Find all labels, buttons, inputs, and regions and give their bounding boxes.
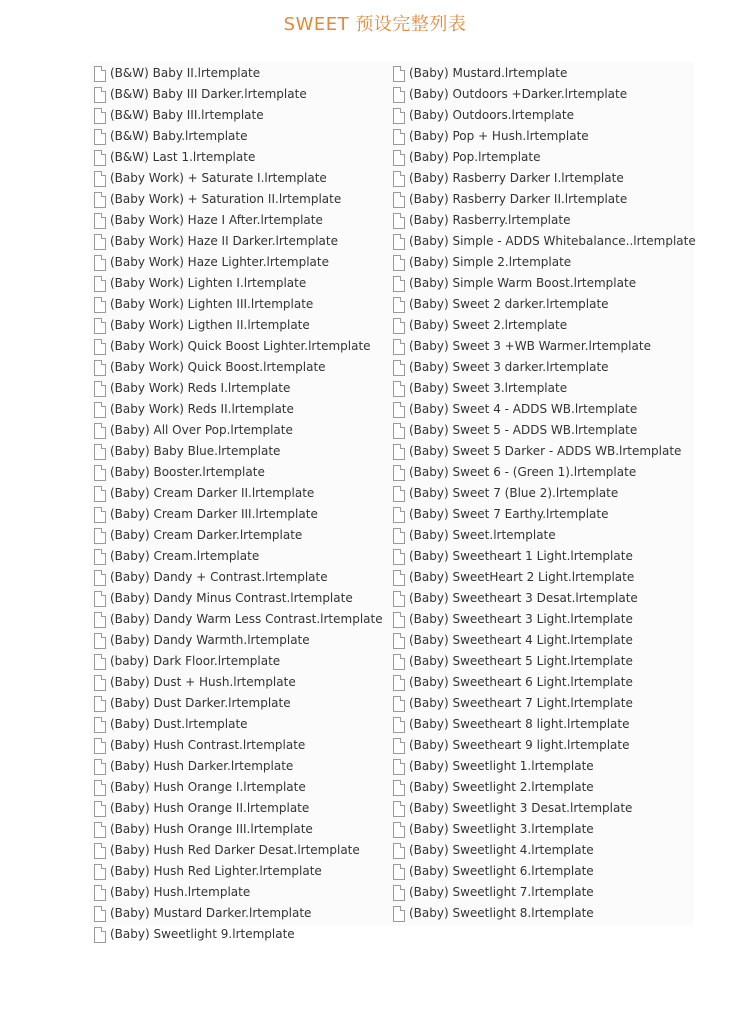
file-name: (Baby) Sweetheart 3 Desat.lrtemplate <box>409 591 638 605</box>
file-list-item[interactable] <box>94 336 383 357</box>
file-name: (Baby) Sweetheart 7 Light.lrtemplate <box>409 696 633 710</box>
document-icon <box>94 717 106 733</box>
file-list-item[interactable] <box>393 336 696 357</box>
file-list-item[interactable] <box>393 231 696 252</box>
file-name: (Baby) Sweetheart 6 Light.lrtemplate <box>409 675 633 689</box>
file-name: (Baby) Dandy Warm Less Contrast.lrtemplate <box>110 612 383 626</box>
file-name: (Baby) Sweetheart 5 Light.lrtemplate <box>409 654 633 668</box>
file-list-item[interactable] <box>94 756 383 777</box>
document-icon <box>393 591 405 607</box>
file-name: (Baby Work) Ligthen II.lrtemplate <box>110 318 310 332</box>
file-list-item[interactable] <box>94 777 383 798</box>
file-name: (Baby) All Over Pop.lrtemplate <box>110 423 293 437</box>
file-list-item[interactable] <box>393 420 696 441</box>
file-list-item[interactable] <box>393 399 696 420</box>
file-name: (Baby) Sweetheart 4 Light.lrtemplate <box>409 633 633 647</box>
file-list-item[interactable] <box>94 231 383 252</box>
document-icon <box>393 801 405 817</box>
file-name: (Baby) Rasberry Darker II.lrtemplate <box>409 192 628 206</box>
file-list-item[interactable] <box>94 693 383 714</box>
file-list-item[interactable] <box>94 819 383 840</box>
document-icon <box>94 66 106 82</box>
document-icon <box>393 654 405 670</box>
file-list-item[interactable] <box>94 84 383 105</box>
file-name: (Baby) Sweet 6 - (Green 1).lrtemplate <box>409 465 637 479</box>
file-list-left-column <box>94 63 383 945</box>
file-list-item[interactable] <box>393 63 696 84</box>
document-icon <box>393 465 405 481</box>
file-list-item[interactable] <box>393 483 696 504</box>
file-list-item[interactable] <box>94 315 383 336</box>
file-name: (Baby) Sweetlight 9.lrtemplate <box>110 927 295 941</box>
document-icon <box>94 801 106 817</box>
document-icon <box>393 360 405 376</box>
file-list-item[interactable] <box>94 672 383 693</box>
document-icon <box>94 906 106 922</box>
file-name: (Baby) Sweet 7 Earthy.lrtemplate <box>409 507 609 521</box>
file-name: (Baby) Rasberry.lrtemplate <box>409 213 571 227</box>
file-name: (Baby) Sweet 7 (Blue 2).lrtemplate <box>409 486 619 500</box>
file-list-item[interactable] <box>393 126 696 147</box>
file-list-item[interactable] <box>393 588 696 609</box>
file-name: (Baby) Sweet 3 darker.lrtemplate <box>409 360 609 374</box>
file-name: (Baby Work) Haze I After.lrtemplate <box>110 213 323 227</box>
document-icon <box>393 486 405 502</box>
file-list-item[interactable] <box>393 546 696 567</box>
file-name: (Baby) Outdoors.lrtemplate <box>409 108 574 122</box>
document-icon <box>393 885 405 901</box>
document-icon <box>94 234 106 250</box>
file-name: (Baby) Baby Blue.lrtemplate <box>110 444 281 458</box>
file-list-item[interactable] <box>393 882 696 903</box>
file-name: (Baby) Simple - ADDS Whitebalance..lrtemplate <box>409 234 696 248</box>
document-icon <box>94 507 106 523</box>
document-icon <box>94 885 106 901</box>
document-icon <box>393 843 405 859</box>
document-icon <box>393 717 405 733</box>
document-icon <box>393 528 405 544</box>
file-name: (Baby) Sweetlight 6.lrtemplate <box>409 864 594 878</box>
document-icon <box>393 213 405 229</box>
document-icon <box>393 738 405 754</box>
file-name: (Baby) Mustard.lrtemplate <box>409 66 568 80</box>
file-list-item[interactable] <box>393 819 696 840</box>
file-list-item[interactable] <box>393 504 696 525</box>
file-name: (Baby) Cream Darker.lrtemplate <box>110 528 303 542</box>
document-icon <box>393 402 405 418</box>
file-name: (B&W) Baby III Darker.lrtemplate <box>110 87 307 101</box>
document-icon <box>393 612 405 628</box>
file-list-item[interactable] <box>393 840 696 861</box>
file-list-item[interactable] <box>393 252 696 273</box>
document-icon <box>393 759 405 775</box>
document-icon <box>94 108 106 124</box>
document-icon <box>393 255 405 271</box>
file-name: (B&W) Last 1.lrtemplate <box>110 150 256 164</box>
file-name: (Baby) Dust.lrtemplate <box>110 717 248 731</box>
document-icon <box>393 66 405 82</box>
document-icon <box>94 87 106 103</box>
document-icon <box>94 696 106 712</box>
document-icon <box>393 675 405 691</box>
document-icon <box>393 444 405 460</box>
file-list-item[interactable] <box>94 357 383 378</box>
file-list-item[interactable] <box>393 147 696 168</box>
file-name: (Baby) Sweet 3.lrtemplate <box>409 381 568 395</box>
file-list-item[interactable] <box>94 378 383 399</box>
document-icon <box>94 738 106 754</box>
file-list-item[interactable] <box>94 630 383 651</box>
file-name: (Baby) Rasberry Darker I.lrtemplate <box>409 171 624 185</box>
file-list-item[interactable] <box>393 777 696 798</box>
file-list-item[interactable] <box>94 609 383 630</box>
document-icon <box>94 192 106 208</box>
file-list-right-column <box>393 63 696 924</box>
document-icon <box>94 276 106 292</box>
file-name: (Baby) Sweetlight 3.lrtemplate <box>409 822 594 836</box>
file-list-item[interactable] <box>94 861 383 882</box>
file-list-item[interactable] <box>94 882 383 903</box>
file-list-item[interactable] <box>94 399 383 420</box>
file-list-item[interactable] <box>393 357 696 378</box>
document-icon <box>393 339 405 355</box>
file-list-item[interactable] <box>94 483 383 504</box>
document-icon <box>393 507 405 523</box>
file-list-item[interactable] <box>393 525 696 546</box>
document-icon <box>393 864 405 880</box>
document-icon <box>393 780 405 796</box>
file-name: (Baby) Hush Red Darker Desat.lrtemplate <box>110 843 360 857</box>
document-icon <box>94 486 106 502</box>
document-icon <box>393 87 405 103</box>
file-list-item[interactable] <box>393 294 696 315</box>
file-name: (Baby) Sweet 4 - ADDS WB.lrtemplate <box>409 402 638 416</box>
file-list-item[interactable] <box>94 273 383 294</box>
document-icon <box>94 360 106 376</box>
file-name: (Baby) Sweet 5 - ADDS WB.lrtemplate <box>409 423 638 437</box>
file-name: (B&W) Baby II.lrtemplate <box>110 66 261 80</box>
document-icon <box>393 297 405 313</box>
file-list-item[interactable] <box>94 63 383 84</box>
document-icon <box>94 675 106 691</box>
document-icon <box>393 549 405 565</box>
file-list-item[interactable] <box>94 588 383 609</box>
file-list-item[interactable] <box>393 84 696 105</box>
file-list-item[interactable] <box>393 735 696 756</box>
document-icon <box>393 171 405 187</box>
file-list-item[interactable] <box>393 714 696 735</box>
file-name: (Baby) Simple Warm Boost.lrtemplate <box>409 276 637 290</box>
file-name: (Baby) Sweet.lrtemplate <box>409 528 556 542</box>
document-icon <box>94 822 106 838</box>
document-icon <box>393 192 405 208</box>
document-icon <box>94 423 106 439</box>
document-icon <box>94 129 106 145</box>
document-icon <box>393 822 405 838</box>
document-icon <box>94 381 106 397</box>
file-name: (Baby) Hush Darker.lrtemplate <box>110 759 294 773</box>
file-list-item[interactable] <box>94 924 383 945</box>
file-list-item[interactable] <box>94 798 383 819</box>
file-name: (Baby) Hush Orange I.lrtemplate <box>110 780 306 794</box>
document-icon <box>393 633 405 649</box>
document-icon <box>393 150 405 166</box>
file-name: (Baby) Sweet 3 +WB Warmer.lrtemplate <box>409 339 651 353</box>
file-list-item[interactable] <box>94 462 383 483</box>
file-list-item[interactable] <box>94 420 383 441</box>
document-icon <box>94 213 106 229</box>
file-name: (Baby) Dandy Minus Contrast.lrtemplate <box>110 591 353 605</box>
file-name: (B&W) Baby.lrtemplate <box>110 129 248 143</box>
file-name: (Baby Work) Quick Boost.lrtemplate <box>110 360 326 374</box>
document-icon <box>94 465 106 481</box>
file-name: (Baby) Pop + Hush.lrtemplate <box>409 129 589 143</box>
file-name: (Baby) Sweetheart 1 Light.lrtemplate <box>409 549 633 563</box>
file-name: (Baby) Sweet 5 Darker - ADDS WB.lrtemplate <box>409 444 682 458</box>
file-list-item[interactable] <box>393 609 696 630</box>
file-name: (Baby) Dandy Warmth.lrtemplate <box>110 633 310 647</box>
file-list-item[interactable] <box>393 273 696 294</box>
document-icon <box>94 759 106 775</box>
document-icon <box>393 423 405 439</box>
page-title: SWEET 预设完整列表 <box>283 14 467 35</box>
file-name: (Baby) Dandy + Contrast.lrtemplate <box>110 570 328 584</box>
file-list-item[interactable] <box>94 294 383 315</box>
document-icon <box>94 171 106 187</box>
file-list-item[interactable] <box>393 567 696 588</box>
document-icon <box>94 339 106 355</box>
document-icon <box>94 864 106 880</box>
file-name: (Baby) Outdoors +Darker.lrtemplate <box>409 87 628 101</box>
file-list-item[interactable] <box>94 735 383 756</box>
file-name: (Baby) Hush Contrast.lrtemplate <box>110 738 306 752</box>
file-list-item[interactable] <box>94 903 383 924</box>
document-icon <box>393 276 405 292</box>
file-name: (Baby Work) Haze II Darker.lrtemplate <box>110 234 338 248</box>
file-list-item[interactable] <box>393 378 696 399</box>
file-name: (Baby) Sweetlight 2.lrtemplate <box>409 780 594 794</box>
file-list-item[interactable] <box>393 189 696 210</box>
file-name: (Baby) Sweetlight 3 Desat.lrtemplate <box>409 801 633 815</box>
document-icon <box>94 444 106 460</box>
file-name: (Baby Work) Haze Lighter.lrtemplate <box>110 255 329 269</box>
file-list-item[interactable] <box>94 105 383 126</box>
file-name: (Baby) Sweetlight 1.lrtemplate <box>409 759 594 773</box>
file-list-item[interactable] <box>94 525 383 546</box>
file-name: (Baby) Dust Darker.lrtemplate <box>110 696 291 710</box>
file-list-item[interactable] <box>94 651 383 672</box>
file-list-item[interactable] <box>94 567 383 588</box>
file-name: (Baby Work) + Saturation II.lrtemplate <box>110 192 342 206</box>
document-icon <box>94 528 106 544</box>
document-icon <box>94 570 106 586</box>
document-icon <box>94 612 106 628</box>
file-list-item[interactable] <box>393 210 696 231</box>
document-icon <box>94 318 106 334</box>
file-name: (Baby) Hush Orange III.lrtemplate <box>110 822 313 836</box>
file-name: (Baby) Sweetheart 8 light.lrtemplate <box>409 717 630 731</box>
file-list-item[interactable] <box>393 798 696 819</box>
file-name: (B&W) Baby III.lrtemplate <box>110 108 264 122</box>
document-icon <box>94 150 106 166</box>
file-name: (Baby) Hush.lrtemplate <box>110 885 251 899</box>
file-name: (Baby) Dust + Hush.lrtemplate <box>110 675 296 689</box>
file-name: (Baby) Hush Orange II.lrtemplate <box>110 801 310 815</box>
document-icon <box>393 906 405 922</box>
file-name: (Baby) Booster.lrtemplate <box>110 465 265 479</box>
file-name: (Baby) Mustard Darker.lrtemplate <box>110 906 312 920</box>
file-name: (Baby Work) Lighten III.lrtemplate <box>110 297 314 311</box>
document-icon <box>94 255 106 271</box>
file-name: (Baby Work) Reds II.lrtemplate <box>110 402 294 416</box>
file-list-item[interactable] <box>94 189 383 210</box>
file-list-item[interactable] <box>393 693 696 714</box>
document-icon <box>94 402 106 418</box>
document-icon <box>393 381 405 397</box>
file-list-item[interactable] <box>94 546 383 567</box>
file-name: (Baby) Pop.lrtemplate <box>409 150 541 164</box>
file-list-item[interactable] <box>94 126 383 147</box>
file-list-item[interactable] <box>393 861 696 882</box>
file-list-item[interactable] <box>94 504 383 525</box>
file-name: (Baby) Cream Darker II.lrtemplate <box>110 486 315 500</box>
file-name: (Baby) Cream Darker III.lrtemplate <box>110 507 318 521</box>
file-name: (Baby) Sweetlight 4.lrtemplate <box>409 843 594 857</box>
file-list-item[interactable] <box>393 651 696 672</box>
file-name: (Baby) Sweetheart 9 light.lrtemplate <box>409 738 630 752</box>
document-icon <box>393 234 405 250</box>
file-list-item[interactable] <box>393 672 696 693</box>
document-icon <box>393 696 405 712</box>
file-name: (Baby) Sweetlight 7.lrtemplate <box>409 885 594 899</box>
file-name: (Baby) Sweet 2.lrtemplate <box>409 318 568 332</box>
file-name: (Baby) Sweetheart 3 Light.lrtemplate <box>409 612 633 626</box>
file-name: (Baby) Sweetlight 8.lrtemplate <box>409 906 594 920</box>
file-name: (Baby) SweetHeart 2 Light.lrtemplate <box>409 570 635 584</box>
file-list-item[interactable] <box>393 756 696 777</box>
document-icon <box>94 297 106 313</box>
document-icon <box>393 318 405 334</box>
document-icon <box>393 570 405 586</box>
file-name: (Baby Work) Quick Boost Lighter.lrtemplate <box>110 339 371 353</box>
file-name: (Baby Work) + Saturate I.lrtemplate <box>110 171 327 185</box>
file-name: (Baby) Hush Red Lighter.lrtemplate <box>110 864 322 878</box>
document-icon <box>94 927 106 943</box>
document-icon <box>94 654 106 670</box>
file-list-item[interactable] <box>94 252 383 273</box>
file-name: (Baby) Simple 2.lrtemplate <box>409 255 572 269</box>
document-icon <box>94 549 106 565</box>
file-name: (Baby Work) Lighten I.lrtemplate <box>110 276 307 290</box>
file-name: (Baby Work) Reds I.lrtemplate <box>110 381 291 395</box>
document-icon <box>393 129 405 145</box>
file-list-item[interactable] <box>94 168 383 189</box>
file-name: (Baby) Sweet 2 darker.lrtemplate <box>409 297 609 311</box>
file-list-item[interactable] <box>393 315 696 336</box>
file-list-item[interactable] <box>94 714 383 735</box>
file-list-item[interactable] <box>393 462 696 483</box>
file-name: (Baby) Cream.lrtemplate <box>110 549 260 563</box>
file-list-item[interactable] <box>94 210 383 231</box>
file-name: (baby) Dark Floor.lrtemplate <box>110 654 281 668</box>
document-icon <box>94 633 106 649</box>
document-icon <box>94 780 106 796</box>
file-list-item[interactable] <box>94 840 383 861</box>
file-list-item[interactable] <box>393 630 696 651</box>
file-list-item[interactable] <box>393 441 696 462</box>
file-list-item[interactable] <box>94 441 383 462</box>
document-icon <box>94 843 106 859</box>
document-icon <box>393 108 405 124</box>
file-list-item[interactable] <box>94 147 383 168</box>
document-icon <box>94 591 106 607</box>
file-list-item[interactable] <box>393 168 696 189</box>
file-list-item[interactable] <box>393 903 696 924</box>
file-list-item[interactable] <box>393 105 696 126</box>
